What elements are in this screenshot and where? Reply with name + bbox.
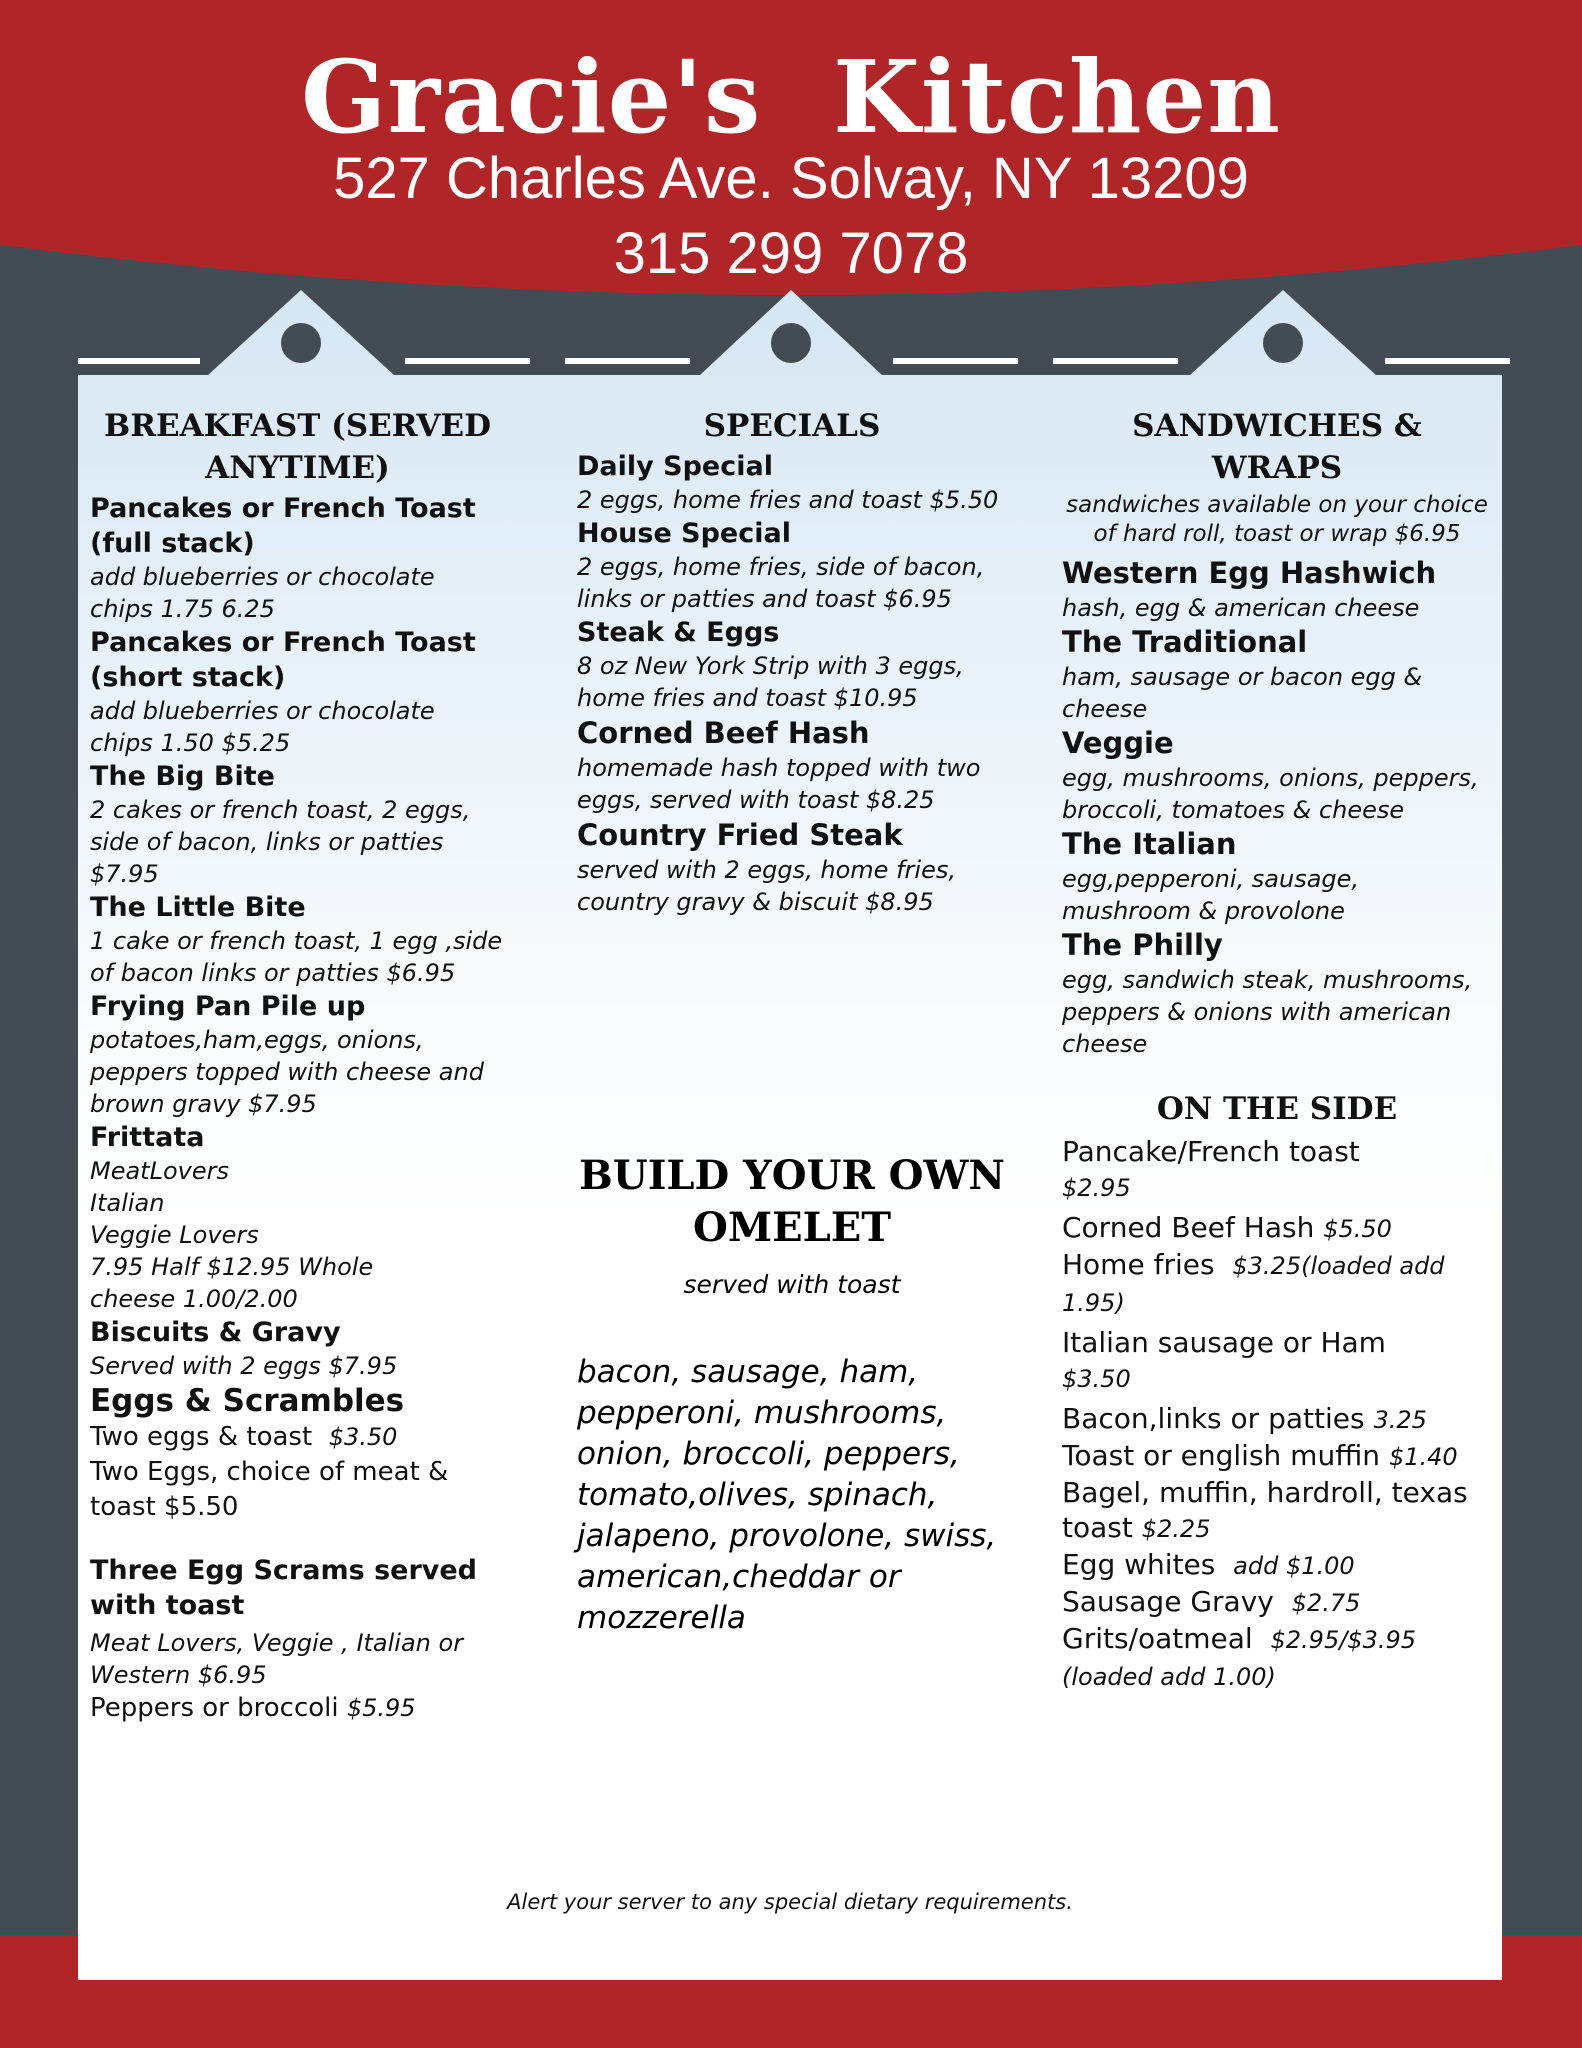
side-item (1062, 1438, 1492, 1475)
side-item (1062, 1401, 1492, 1438)
menu-item (90, 1315, 505, 1382)
item-line (90, 1691, 505, 1726)
menu-item (90, 989, 505, 1120)
menu-item (577, 516, 1007, 615)
side-item-price: add $1.00 (1233, 1552, 1355, 1580)
menu-item (1062, 555, 1492, 624)
sandwiches-section (1062, 405, 1492, 1695)
side-item-name: Home fries (1062, 1248, 1215, 1281)
item-name: The Traditional (1062, 625, 1308, 659)
item-description-line: MeatLovers (90, 1157, 229, 1185)
item-name: Three Egg Scrams served with toast (90, 1555, 478, 1621)
item-name: Corned Beef Hash (577, 716, 870, 750)
side-item (1062, 1547, 1492, 1584)
item-name: The Big Bite (90, 761, 275, 792)
side-item-name: Egg whites (1062, 1548, 1216, 1581)
menu-item (90, 890, 505, 989)
side-item-price: $3.25(loaded add 1.95) (1062, 1252, 1445, 1317)
item-description: homemade hash topped with two eggs, served with toast $8.25 (577, 754, 981, 814)
item-description: 2 eggs, home fries and toast $5.50 (577, 486, 999, 514)
side-item (1062, 1325, 1492, 1397)
side-item (1062, 1134, 1492, 1206)
item-name: Pancakes or French Toast (full stack) (90, 493, 476, 559)
item-description: 2 eggs, home fries, side of bacon, links or patties and toast $6.95 (577, 553, 985, 613)
item-name: Frying Pan Pile up (90, 991, 366, 1022)
side-item-price: $2.75 (1291, 1589, 1361, 1617)
section-title-omelet: BUILD YOUR OWN OMELET (579, 1152, 1005, 1251)
menu-item (577, 449, 1007, 516)
breakfast-section (90, 405, 505, 1726)
item-description: egg,pepperoni, sausage, mushroom & provolone (1062, 865, 1360, 925)
item-description: hash, egg & american cheese (1062, 594, 1420, 622)
item-description: egg, sandwich steak, mushrooms, peppers & onions with american cheese (1062, 966, 1473, 1058)
menu-item (90, 491, 505, 625)
item-name: The Philly (1062, 928, 1223, 962)
menu-item (90, 759, 505, 890)
omelet-ingredients: bacon, sausage, ham, pepperoni, mushrooms, onion, broccoli, peppers, tomato,olives, spinach, jalapeno, provolone, swiss, american,cheddar or mozzerella (577, 1354, 997, 1636)
omelet-subtitle: served with toast (683, 1270, 901, 1299)
side-item (1062, 1584, 1492, 1621)
item-description: 2 cakes or french toast, 2 eggs, side of bacon, links or patties $7.95 (90, 796, 471, 888)
item-name: The Little Bite (90, 892, 306, 923)
menu-item (90, 1120, 505, 1315)
restaurant-phone: 315 299 7078 (613, 221, 969, 286)
item-name: Daily Special (577, 451, 773, 482)
section-title-specials: SPECIALS (703, 408, 881, 444)
side-item-price: 3.25 (1373, 1406, 1427, 1434)
menu-item (90, 625, 505, 759)
item-description-line: 7.95 Half $12.95 Whole (90, 1253, 374, 1281)
side-item-name: Grits/oatmeal (1062, 1622, 1253, 1655)
menu-item (577, 615, 1007, 714)
item-price: $3.50 (328, 1423, 398, 1451)
item-line-text: Two eggs & toast (90, 1422, 313, 1452)
menu-item (1062, 624, 1492, 725)
item-name: Frittata (90, 1122, 205, 1153)
menu-item (1062, 927, 1492, 1060)
item-description: 8 oz New York Strip with 3 eggs, home fries and toast $10.95 (577, 652, 964, 712)
side-item (1062, 1247, 1492, 1321)
item-description-line: Italian (90, 1189, 165, 1217)
side-item-price: $5.50 (1323, 1215, 1392, 1243)
specials-section (577, 405, 1007, 918)
section-title-breakfast: BREAKFAST (SERVED ANYTIME) (104, 408, 491, 486)
sandwiches-intro: sandwiches available on your choice of hard roll, toast or wrap $6.95 (1066, 492, 1488, 547)
item-description: egg, mushrooms, onions, peppers, broccoli, tomatoes & cheese (1062, 764, 1479, 824)
menu-item (577, 816, 1007, 918)
menu-item (1062, 826, 1492, 927)
menu-item-eggs (90, 1382, 505, 1525)
item-line-text: Peppers or broccoli (90, 1693, 339, 1723)
item-name: The Italian (1062, 827, 1237, 861)
item-name: House Special (577, 518, 791, 549)
side-item-name: Toast or english muffin (1062, 1439, 1381, 1472)
item-line (90, 1420, 505, 1455)
menu-item-scrams (90, 1553, 505, 1726)
side-item (1062, 1210, 1492, 1247)
item-name: Country Fried Steak (577, 818, 903, 852)
section-title-sides: ON THE SIDE (1156, 1091, 1398, 1127)
item-name: Pancakes or French Toast (short stack) (90, 627, 476, 693)
item-price: $5.95 (346, 1694, 416, 1722)
item-name: Western Egg Hashwich (1062, 556, 1437, 590)
side-item-name: Bagel, muffin, hardroll, texas toast (1062, 1476, 1468, 1544)
section-title-sandwiches: SANDWICHES & WRAPS (1132, 408, 1422, 486)
side-item-price: $3.50 (1062, 1365, 1131, 1393)
side-item-name: Pancake/French toast (1062, 1135, 1360, 1168)
side-item-price: $2.95/$3.95 (loaded add 1.00) (1062, 1626, 1417, 1691)
menu-item (1062, 725, 1492, 826)
item-description: potatoes,ham,eggs, onions, peppers topped with cheese and brown gravy $7.95 (90, 1026, 484, 1118)
side-item-name: Sausage Gravy (1062, 1585, 1274, 1618)
item-description: add blueberries or chocolate chips 1.50 $5.25 (90, 697, 435, 757)
item-description-line: cheese 1.00/2.00 (90, 1285, 298, 1313)
item-description: Meat Lovers, Veggie , Italian or Western $6.95 (90, 1629, 464, 1689)
item-description: served with 2 eggs, home fries, country gravy & biscuit $8.95 (577, 856, 956, 916)
restaurant-name: Gracie's Kitchen (301, 38, 1281, 156)
menu-item (577, 714, 1007, 816)
side-item-name: Corned Beef Hash (1062, 1211, 1315, 1244)
item-description-line: Veggie Lovers (90, 1221, 259, 1249)
side-item-price: $2.25 (1141, 1515, 1211, 1543)
item-name: Eggs & Scrambles (90, 1383, 405, 1419)
side-item-name: Italian sausage or Ham (1062, 1326, 1386, 1359)
dietary-notice: Alert your server to any special dietary requirements. (507, 1890, 1073, 1914)
side-item-price: $2.95 (1062, 1174, 1131, 1202)
side-item-price: $1.40 (1388, 1443, 1458, 1471)
item-name: Veggie (1062, 726, 1174, 760)
side-item-name: Bacon,links or patties (1062, 1402, 1365, 1435)
item-description: 1 cake or french toast, 1 egg ,side of bacon links or patties $6.95 (90, 927, 503, 987)
item-description: Served with 2 eggs $7.95 (90, 1352, 398, 1380)
item-line: Two Eggs, choice of meat & toast $5.50 (90, 1457, 449, 1522)
item-name: Biscuits & Gravy (90, 1317, 341, 1348)
item-name: Steak & Eggs (577, 617, 780, 648)
item-description: ham, sausage or bacon egg & cheese (1062, 663, 1423, 723)
restaurant-address: 527 Charles Ave. Solvay, NY 13209 (333, 146, 1249, 211)
side-item (1062, 1621, 1492, 1695)
side-item (1062, 1475, 1492, 1547)
item-description: add blueberries or chocolate chips 1.75 6.25 (90, 563, 435, 623)
